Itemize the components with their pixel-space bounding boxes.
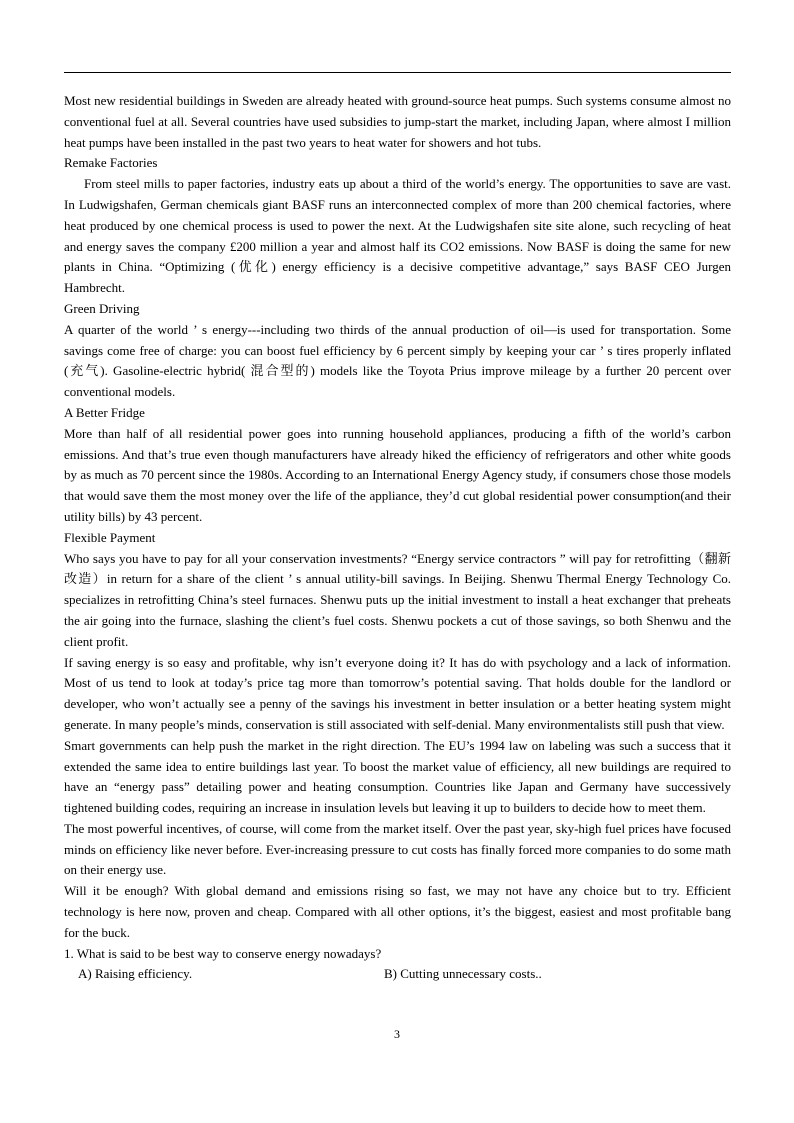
paragraph-psychology: If saving energy is so easy and profitable, why isn’t everyone doing it? It has do with psychology and a lack of information. Most of us tend to look at today’s price tag more than tomorrow’s potential saving. That holds double for the landlord or developer, who won’t actually see a penny of the savings his investment in better insulation or a better heating system might generate. In many people’s minds, conservation is still associated with self-denial. Many environmentalists still push that view. (64, 654, 731, 732)
paragraph-driving: A quarter of the world ’ s energy---including two thirds of the annual production of oil—is used for transportation. Some savings come free of charge: you can boost fuel efficiency by 6 percent simply by keeping your car ’ s tires properly inflated (充气). Gasoline-electric hybrid( 混合型的) models like the Toyota Prius improve mileage by a further 20 percent over conventional models. (64, 321, 731, 400)
page-number: 3 (394, 1027, 400, 1041)
paragraph-heat-pumps: Most new residential buildings in Sweden are already heated with ground-source heat pumps. Such systems consume almost no conventional fuel at all. Several countries have used subsidies to jump-start the market, including Japan, where almost I million heat pumps have been installed in the past two years to heat water for showers and hot tubs. (64, 93, 731, 150)
question-options (64, 964, 731, 985)
paragraph-fridge: More than half of all residential power goes into running household appliances, producing a fifth of the world’s carbon emissions. And that’s true even though manufacturers have already hiked the efficiency of refrigerators and other white goods by as much as 70 percent since the 1980s. According to an International Energy Agency study, if consumers chose those models that would save them the most money over the life of the appliance, they’d cut global residential power consumption(and their utility bills) by 43 percent. (64, 425, 731, 524)
option-a: A) Raising efficiency. (78, 966, 193, 982)
paragraph-incentives: The most powerful incentives, of course, will come from the market itself. Over the past year, sky-high fuel prices have focused minds on efficiency like never before. Ever-increasing pressure to cut costs has finally forced more companies to do some math on their energy use. (64, 820, 731, 878)
heading-green-driving: Green Driving (64, 300, 140, 316)
heading-better-fridge: A Better Fridge (64, 404, 145, 420)
paragraph-governments: Smart governments can help push the market in the right direction. The EU’s 1994 law on labeling was such a success that it extended the same idea to entire buildings last year. To boost the market value of efficiency, all new buildings are required to have an “energy pass” detailing power and heating consumption. Countries like Japan and Germany have successively tightened building codes, requiring an increase in insulation levels but leaving it up to builders to decide how to meet them. (64, 737, 731, 816)
paragraph-conclusion: Will it be enough? With global demand and emissions rising so fast, we may not have any choice but to try. Efficient technology is here now, proven and cheap. Compared with all other options, it’s the biggest, easiest and most profitable bang for the buck. (64, 883, 731, 940)
article-body (64, 91, 731, 985)
header-rule (64, 72, 731, 73)
paragraph-payment: Who says you have to pay for all your conservation investments? “Energy service contractors ” will pay for retrofitting（翻新改造）in return for a share of the client ’ s annual utility-bill savings. In Beijing. Shenwu Thermal Energy Technology Co. specializes in retrofitting China’s steel furnaces. Shenwu puts up the initial investment to install a heat exchanger that preheats the air going into the furnace, slashing the client’s fuel costs. Shenwu pockets a cut of those savings, so both Shenwu and the client profit. (64, 550, 731, 649)
heading-flexible-payment: Flexible Payment (64, 529, 156, 545)
option-b: B) Cutting unnecessary costs.. (384, 966, 542, 982)
question-text: 1. What is said to be best way to conserve energy nowadays? (64, 945, 382, 961)
heading-remake-factories: Remake Factories (64, 155, 158, 171)
paragraph-factories: From steel mills to paper factories, industry eats up about a third of the world’s energy. The opportunities to save are vast. In Ludwigshafen, German chemicals giant BASF runs an interconnected complex of more than 200 chemical factories, where heat produced by one chemical process is used to power the next. At the Ludwigshafen site site alone, such recycling of heat and energy saves the company £200 million a year and almost half its CO2 emissions. Now BASF is doing the same for new plants in China. “Optimizing (优化) energy efficiency is a decisive competitive advantage,” says BASF CEO Jurgen Hambrecht. (64, 176, 731, 296)
